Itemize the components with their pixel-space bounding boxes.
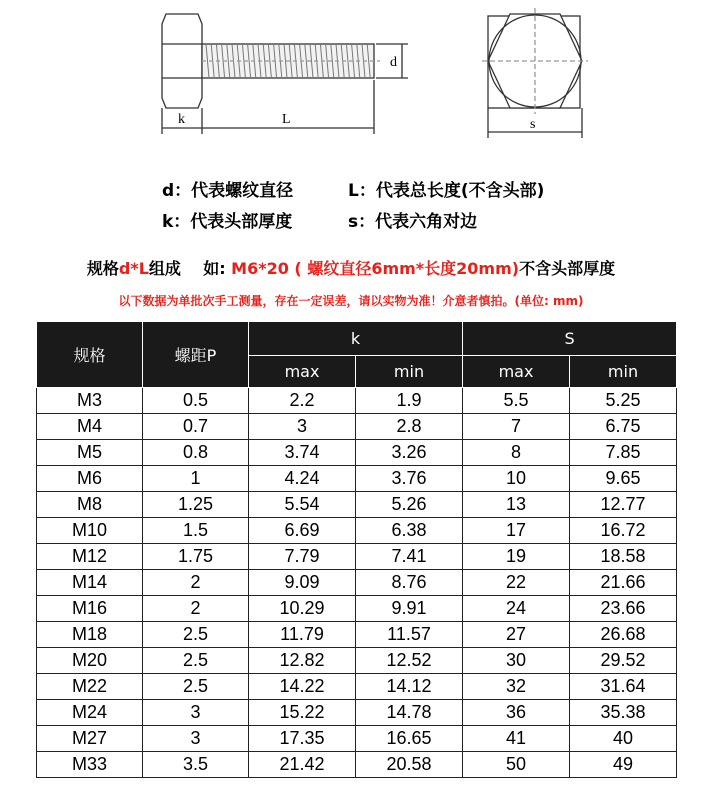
cell-s-min: 31.64 xyxy=(570,674,677,700)
header-s-min: min xyxy=(570,356,677,388)
legend-k: k：代表头部厚度 xyxy=(162,212,293,232)
notice-text: 以下数据为单批次手工测量，存在一定误差，请以实物为准！介意者慎拍。(单位: mm) xyxy=(118,294,584,308)
table-row xyxy=(37,596,677,622)
table-row xyxy=(37,544,677,570)
cell-spec: M27 xyxy=(37,726,143,752)
cell-s-max: 7 xyxy=(463,414,570,440)
label-d: d xyxy=(390,55,397,70)
cell-k-max: 17.35 xyxy=(249,726,356,752)
cell-pitch: 1.75 xyxy=(143,544,249,570)
cell-k-min: 7.41 xyxy=(356,544,463,570)
table-row xyxy=(37,700,677,726)
cell-spec: M3 xyxy=(37,388,143,414)
cell-s-max: 5.5 xyxy=(463,388,570,414)
cell-k-max: 11.79 xyxy=(249,622,356,648)
cell-k-min: 9.91 xyxy=(356,596,463,622)
cell-k-min: 8.76 xyxy=(356,570,463,596)
cell-k-max: 3 xyxy=(249,414,356,440)
cell-s-min: 35.38 xyxy=(570,700,677,726)
cell-k-max: 5.54 xyxy=(249,492,356,518)
legend-s: s：代表六角对边 xyxy=(348,212,478,232)
cell-k-min: 3.76 xyxy=(356,466,463,492)
table-row xyxy=(37,674,677,700)
cell-k-max: 6.69 xyxy=(249,518,356,544)
cell-k-max: 4.24 xyxy=(249,466,356,492)
cell-k-min: 1.9 xyxy=(356,388,463,414)
cell-spec: M20 xyxy=(37,648,143,674)
cell-s-max: 41 xyxy=(463,726,570,752)
cell-s-max: 30 xyxy=(463,648,570,674)
cell-spec: M4 xyxy=(37,414,143,440)
cell-spec: M6 xyxy=(37,466,143,492)
cell-s-max: 22 xyxy=(463,570,570,596)
cell-s-max: 17 xyxy=(463,518,570,544)
cell-s-min: 7.85 xyxy=(570,440,677,466)
legend-L: L：代表总长度(不含头部) xyxy=(348,181,545,201)
cell-s-min: 16.72 xyxy=(570,518,677,544)
cell-k-max: 3.74 xyxy=(249,440,356,466)
cell-spec: M22 xyxy=(37,674,143,700)
table-row xyxy=(37,492,677,518)
cell-s-min: 26.68 xyxy=(570,622,677,648)
table-body xyxy=(37,388,677,778)
cell-s-max: 8 xyxy=(463,440,570,466)
cell-pitch: 0.7 xyxy=(143,414,249,440)
cell-spec: M5 xyxy=(37,440,143,466)
spec-line xyxy=(0,256,702,279)
cell-s-min: 9.65 xyxy=(570,466,677,492)
table-row xyxy=(37,570,677,596)
cell-k-min: 11.57 xyxy=(356,622,463,648)
cell-k-min: 14.12 xyxy=(356,674,463,700)
header-spec: 规格 xyxy=(37,322,143,388)
label-k: k xyxy=(178,112,185,127)
cell-s-max: 10 xyxy=(463,466,570,492)
cell-s-max: 24 xyxy=(463,596,570,622)
table-row xyxy=(37,622,677,648)
cell-pitch: 1 xyxy=(143,466,249,492)
header-k-min: min xyxy=(356,356,463,388)
cell-s-min: 29.52 xyxy=(570,648,677,674)
cell-s-max: 36 xyxy=(463,700,570,726)
cell-s-min: 23.66 xyxy=(570,596,677,622)
cell-s-min: 18.58 xyxy=(570,544,677,570)
bolt-diagram xyxy=(0,0,702,150)
cell-s-min: 21.66 xyxy=(570,570,677,596)
cell-k-max: 9.09 xyxy=(249,570,356,596)
cell-s-min: 49 xyxy=(570,752,677,778)
table-row xyxy=(37,388,677,414)
table-row xyxy=(37,726,677,752)
cell-k-max: 21.42 xyxy=(249,752,356,778)
cell-k-max: 12.82 xyxy=(249,648,356,674)
cell-k-min: 6.38 xyxy=(356,518,463,544)
spec-prefix: 规格 xyxy=(86,259,119,278)
cell-s-max: 32 xyxy=(463,674,570,700)
cell-k-min: 5.26 xyxy=(356,492,463,518)
cell-spec: M18 xyxy=(37,622,143,648)
table-row xyxy=(37,414,677,440)
cell-pitch: 3 xyxy=(143,726,249,752)
cell-k-max: 7.79 xyxy=(249,544,356,570)
cell-spec: M14 xyxy=(37,570,143,596)
cell-s-min: 6.75 xyxy=(570,414,677,440)
cell-pitch: 3.5 xyxy=(143,752,249,778)
cell-k-max: 15.22 xyxy=(249,700,356,726)
cell-k-min: 14.78 xyxy=(356,700,463,726)
header-k-max: max xyxy=(249,356,356,388)
legend-d: d：代表螺纹直径 xyxy=(162,181,294,201)
table-row xyxy=(37,518,677,544)
cell-s-max: 50 xyxy=(463,752,570,778)
cell-s-min: 5.25 xyxy=(570,388,677,414)
cell-k-min: 16.65 xyxy=(356,726,463,752)
cell-k-max: 10.29 xyxy=(249,596,356,622)
cell-k-min: 2.8 xyxy=(356,414,463,440)
table-row xyxy=(37,752,677,778)
cell-s-min: 40 xyxy=(570,726,677,752)
header-k: k xyxy=(249,322,463,356)
cell-pitch: 2.5 xyxy=(143,674,249,700)
cell-pitch: 2.5 xyxy=(143,648,249,674)
table-row xyxy=(37,466,677,492)
cell-spec: M10 xyxy=(37,518,143,544)
label-L: L xyxy=(282,112,291,127)
cell-pitch: 2 xyxy=(143,596,249,622)
cell-pitch: 2.5 xyxy=(143,622,249,648)
cell-spec: M12 xyxy=(37,544,143,570)
cell-k-max: 14.22 xyxy=(249,674,356,700)
cell-spec: M24 xyxy=(37,700,143,726)
cell-spec: M16 xyxy=(37,596,143,622)
cell-s-min: 12.77 xyxy=(570,492,677,518)
table-row xyxy=(37,648,677,674)
spec-code: d*L xyxy=(118,259,149,278)
cell-pitch: 0.8 xyxy=(143,440,249,466)
cell-k-max: 2.2 xyxy=(249,388,356,414)
header-s: S xyxy=(463,322,677,356)
cell-pitch: 3 xyxy=(143,700,249,726)
cell-pitch: 0.5 xyxy=(143,388,249,414)
spec-suffix: 不含头部厚度 xyxy=(519,259,616,278)
cell-s-max: 19 xyxy=(463,544,570,570)
cell-k-min: 3.26 xyxy=(356,440,463,466)
cell-spec: M8 xyxy=(37,492,143,518)
spec-middle: 组成 如: xyxy=(148,259,232,278)
header-pitch: 螺距P xyxy=(143,322,249,388)
label-s: s xyxy=(530,117,536,132)
cell-pitch: 1.5 xyxy=(143,518,249,544)
cell-k-min: 20.58 xyxy=(356,752,463,778)
cell-spec: M33 xyxy=(37,752,143,778)
cell-s-max: 27 xyxy=(463,622,570,648)
cell-pitch: 1.25 xyxy=(143,492,249,518)
spec-example: M6*20 ( 螺纹直径6mm*长度20mm) xyxy=(231,259,520,278)
cell-k-min: 12.52 xyxy=(356,648,463,674)
header-s-max: max xyxy=(463,356,570,388)
spec-table xyxy=(36,321,677,778)
cell-pitch: 2 xyxy=(143,570,249,596)
table-row xyxy=(37,440,677,466)
cell-s-max: 13 xyxy=(463,492,570,518)
